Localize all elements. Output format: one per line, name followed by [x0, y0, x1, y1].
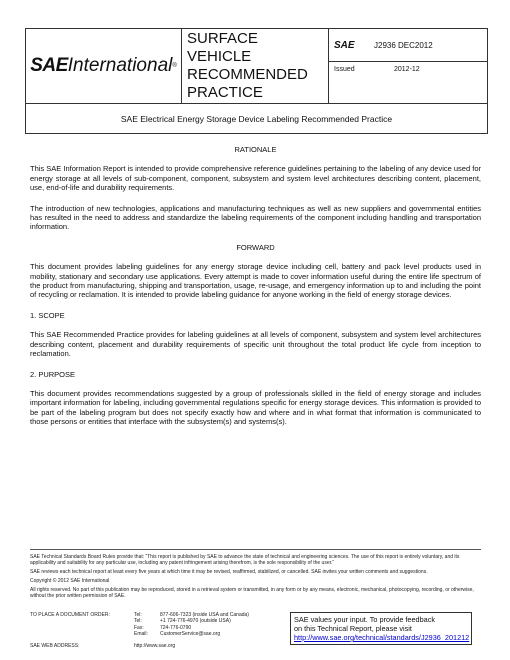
issued-label: Issued	[334, 66, 355, 73]
web-label: SAE WEB ADDRESS:	[30, 643, 80, 649]
logo-international-text: International	[67, 55, 173, 76]
doc-number: J2936 DEC2012	[374, 41, 433, 50]
feedback-box	[290, 612, 472, 645]
forward-paragraph: This document provides labeling guidelines for any energy storage device including cell, battery and pack level products used in mobility, stationary and secondary use applications. Every attempt is made to cover information useful during the entire life spectrum of the product from manufacturing, shipping and transportation, usage, re-usage, and emergency information up to and including the point of recycling or reclamation. It is intended to provide labeling guidance for anyone working in the field of energy storage devices.	[30, 262, 481, 300]
contact-type: Tel:	[134, 612, 142, 618]
purpose-paragraph: This document provides recommendations suggested by a group of professionals skilled in the field of energy storage and includes important information for labeling, including governmental regulations specific for energy storage devices. This information is provided to be part of the labeling program but does not specify exactly how and where and in what format that information is communicated to those persons or entities that interface with the subsystem(s) and systems(s).	[30, 388, 481, 427]
document-title: SAE Electrical Energy Storage Device Labeling Recommended Practice	[25, 104, 488, 134]
feedback-text: on this Technical Report, please visit	[294, 624, 412, 633]
contact-value: 724-776-0790	[160, 624, 192, 631]
rights-notice: All rights reserved. No part of this publication may be reproduced, stored in a retrieval system or transmitted, in any form or by any means, electronic, mechanical, photocopying, recording, or otherwise, without the prior written permission of SAE.	[30, 587, 474, 599]
issued-date: 2012-12	[394, 66, 420, 73]
scope-heading: 1. SCOPE	[30, 310, 65, 320]
web-address	[30, 643, 176, 649]
order-label: TO PLACE A DOCUMENT ORDER:	[30, 612, 110, 618]
footer-notes	[30, 549, 481, 602]
contact-email[interactable]: CustomerService@sae.org	[160, 630, 221, 637]
feedback-link[interactable]: http://www.sae.org/technical/standards/J2936_201212	[294, 633, 470, 642]
title-line: PRACTICE	[187, 84, 263, 101]
rationale-heading: RATIONALE	[234, 145, 277, 154]
registered-mark: ®	[172, 63, 177, 69]
feedback-text: SAE values your input. To provide feedback	[294, 615, 436, 624]
contact-value: 877-606-7323 (inside USA and Canada)	[160, 612, 249, 618]
rationale-paragraph: This SAE Information Report is intended to provide comprehensive reference guidelines pertaining to the labeling of any device used for energy storage at all levels of sub-component, component, subsystem and system level architectures describing content, placement, use, end-of-life and durability requirements.	[30, 164, 481, 193]
title-line: RECOMMENDED	[187, 66, 308, 83]
purpose-heading: 2. PURPOSE	[30, 369, 76, 379]
review-notice: SAE reviews each technical report at least every five years at which time it may be revised, reaffirmed, stabilized, or cancelled. SAE invites your written comments and suggestions.	[30, 569, 428, 575]
rationale-paragraph: The introduction of new technologies, applications and manufacturing techniques as well as new suppliers and governmental entities has resulted in the need to address and standardize the labeling requirements of the component including handling and transportation information.	[30, 203, 481, 232]
scope-paragraph: This SAE Recommended Practice provides for labeling guidelines at all levels of component, subsystem and system level architectures describing content, placement and durability requirements of specific unit throughout the total product life cycle from inception to reclamation.	[30, 330, 481, 359]
document-info	[329, 29, 487, 103]
logo-sae-text: SAE	[30, 55, 68, 76]
contact-type: Fax:	[134, 624, 144, 631]
small-sae-logo: SAE	[334, 40, 355, 51]
contact-type: Email:	[134, 630, 148, 637]
header-divider	[181, 29, 182, 103]
document-body	[30, 140, 481, 438]
doc-number-row	[329, 29, 487, 62]
forward-heading: FORWARD	[236, 242, 275, 252]
web-url-link[interactable]: http://www.sae.org	[134, 643, 176, 649]
contact-value: +1 724-776-4970 (outside USA)	[160, 618, 231, 625]
rules-notice: SAE Technical Standards Board Rules provide that: “This report is published by SAE to advance the state of technical and engineering sciences. The use of this report is entirely voluntary, and its applicability and suitability for any particular use, including any patent infringement arising therefrom, is the sole responsibility of the user.”	[30, 554, 460, 566]
document-type-title	[187, 30, 308, 102]
copyright: Copyright © 2012 SAE International	[30, 578, 110, 584]
footer-divider	[30, 549, 481, 550]
title-line: SURFACE	[187, 30, 258, 47]
title-line: VEHICLE	[187, 48, 252, 65]
contact-type: Tel:	[134, 618, 142, 625]
sae-international-logo	[26, 29, 181, 103]
header-box	[25, 28, 488, 104]
